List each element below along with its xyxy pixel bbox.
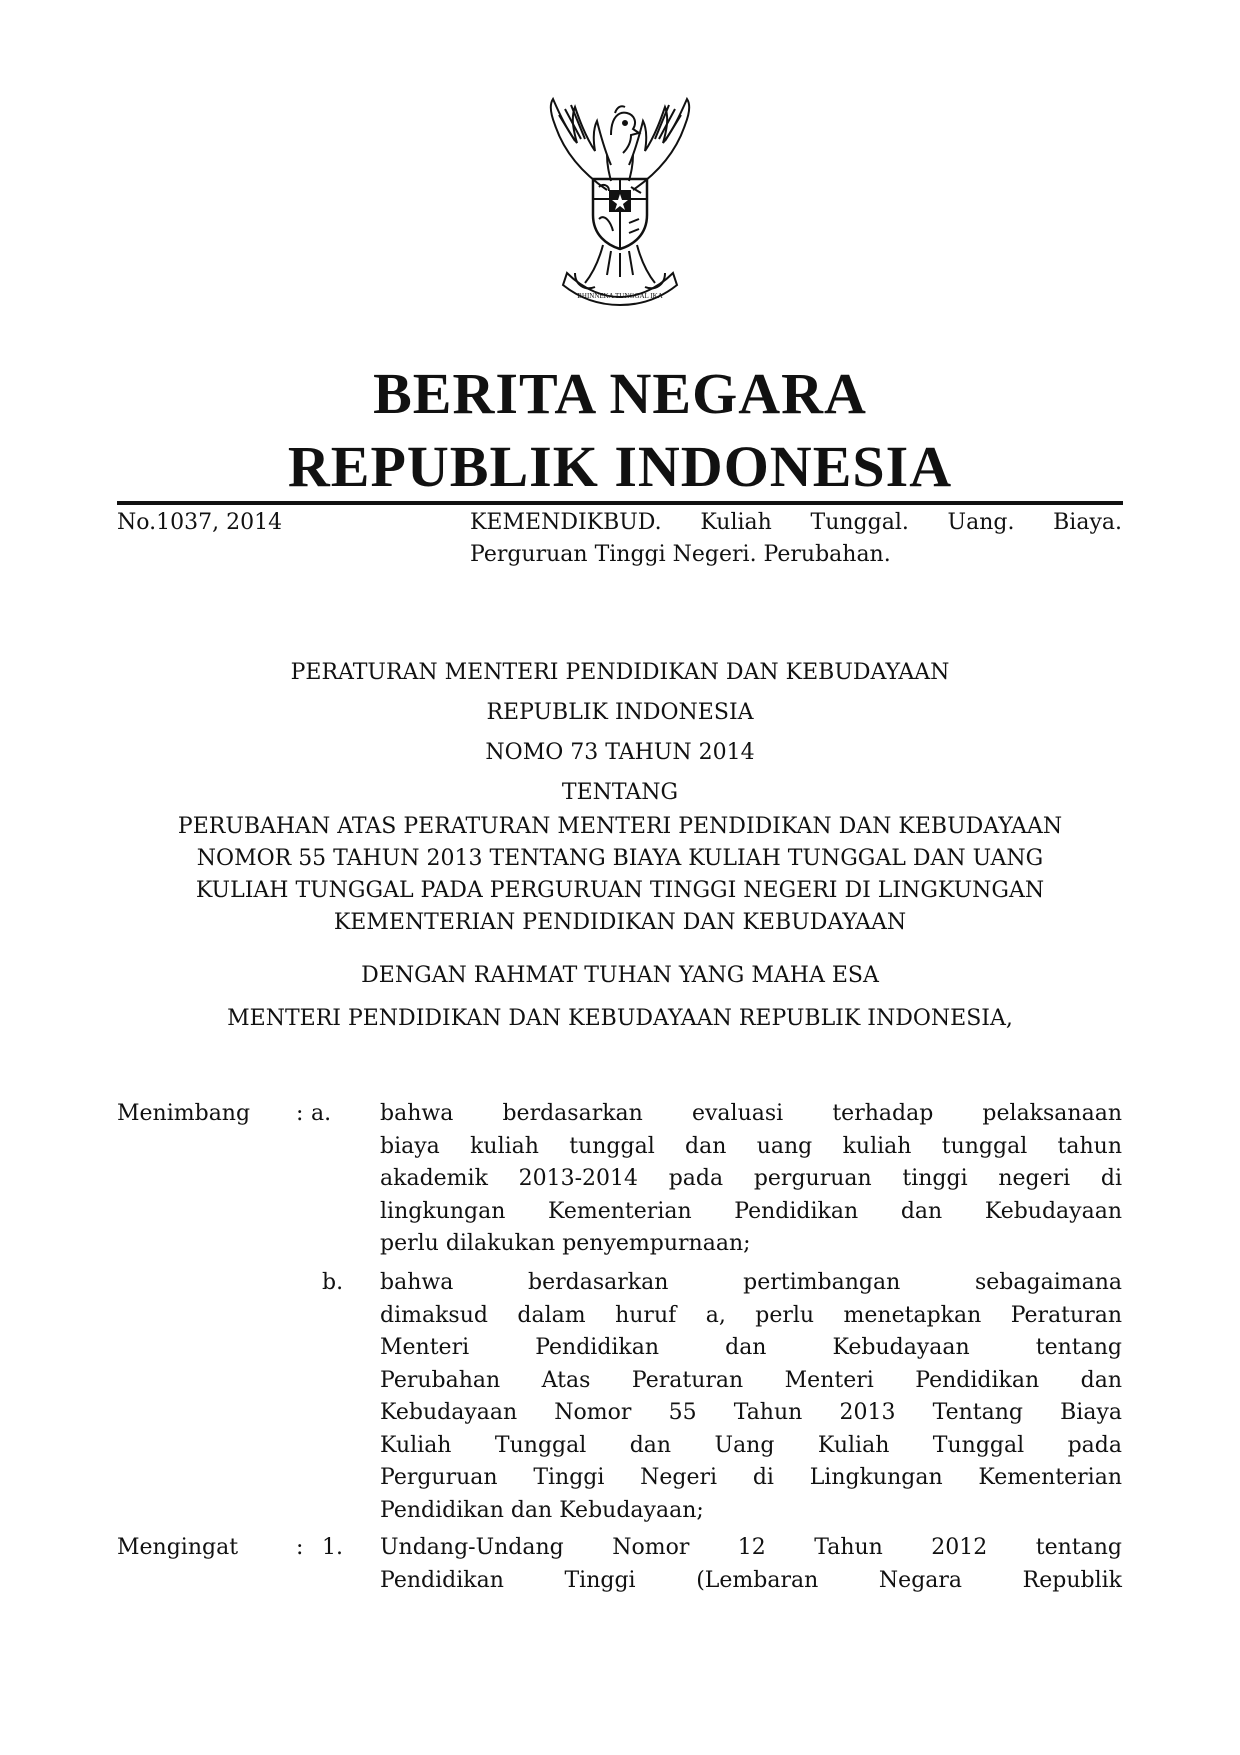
paragraph-line: Pendidikan dan Kebudayaan; <box>380 1497 704 1523</box>
considering-label: Menimbang <box>117 1101 251 1126</box>
considering-item-a-marker: a. <box>311 1101 332 1126</box>
paragraph-line: dimaksud dalam huruf a, perlu menetapkan Peraturan <box>380 1302 1122 1328</box>
recalling-item-1 <box>380 1532 1122 1597</box>
paragraph-line: Undang-Undang Nomor 12 Tahun 2012 tentang <box>380 1535 1122 1560</box>
paragraph-line: Perubahan Atas Peraturan Menteri Pendidikan dan <box>380 1367 1122 1393</box>
gazette-subject-line1: KEMENDIKBUD. Kuliah Tunggal. Uang. Biaya. <box>470 510 1122 535</box>
paragraph-line: perlu dilakukan penyempurnaan; <box>380 1231 751 1256</box>
gazette-title-line1: BERITA NEGARA <box>373 361 867 426</box>
considering-item-b <box>380 1267 1122 1527</box>
header-divider <box>117 501 1123 505</box>
recalling-label: Mengingat <box>117 1535 239 1560</box>
regulation-subject <box>117 811 1123 939</box>
regulation-heading-line2: REPUBLIK INDONESIA <box>486 700 754 725</box>
regulation-subject-line: KEMENTERIAN PENDIDIKAN DAN KEBUDAYAAN <box>333 910 907 935</box>
regulation-heading-line3: NOMO 73 TAHUN 2014 <box>485 740 755 765</box>
regulation-subject-line: PERUBAHAN ATAS PERATURAN MENTERI PENDIDIKAN DAN KEBUDAYAAN <box>177 814 1063 839</box>
gazette-subject <box>470 507 1122 571</box>
gazette-number: No.1037, 2014 <box>117 510 283 535</box>
considering-item-b-marker: b. <box>322 1270 344 1295</box>
gazette-title-line2: REPUBLIK INDONESIA <box>287 434 953 499</box>
paragraph-line: biaya kuliah tunggal dan uang kuliah tunggal tahun <box>380 1133 1122 1159</box>
paragraph-line: akademik 2013-2014 pada perguruan tinggi negeri di <box>380 1166 1122 1191</box>
paragraph-line: bahwa berdasarkan pertimbangan sebagaimana <box>380 1270 1122 1295</box>
paragraph-line: Menteri Pendidikan dan Kebudayaan tentang <box>380 1335 1122 1360</box>
considering-item-a <box>380 1098 1122 1261</box>
paragraph-line: Pendidikan Tinggi (Lembaran Negara Republik <box>380 1567 1122 1593</box>
regulation-heading-line4: TENTANG <box>561 780 679 805</box>
recalling-item-1-marker: 1. <box>322 1535 343 1560</box>
garuda-pancasila-emblem-icon <box>515 95 725 307</box>
considering-colon: : <box>296 1101 304 1126</box>
paragraph-line: Kuliah Tunggal dan Uang Kuliah Tunggal pada <box>380 1432 1122 1458</box>
paragraph-line: lingkungan Kementerian Pendidikan dan Kebudayaan <box>380 1198 1122 1224</box>
paragraph-line: Kebudayaan Nomor 55 Tahun 2013 Tentang Biaya <box>380 1400 1122 1425</box>
paragraph-line: Perguruan Tinggi Negeri di Lingkungan Kementerian <box>380 1465 1122 1490</box>
regulation-subject-line: KULIAH TUNGGAL PADA PERGURUAN TINGGI NEGERI DI LINGKUNGAN <box>195 878 1045 903</box>
recalling-colon: : <box>296 1535 304 1560</box>
grace-statement: DENGAN RAHMAT TUHAN YANG MAHA ESA <box>361 963 879 988</box>
paragraph-line: bahwa berdasarkan evaluasi terhadap pelaksanaan <box>380 1101 1122 1126</box>
gazette-subject-line2: Perguruan Tinggi Negeri. Perubahan. <box>470 542 891 567</box>
minister-statement: MENTERI PENDIDIKAN DAN KEBUDAYAAN REPUBLIK INDONESIA, <box>227 1006 1013 1031</box>
regulation-heading-line1: PERATURAN MENTERI PENDIDIKAN DAN KEBUDAYAAN <box>290 660 950 685</box>
regulation-subject-line: NOMOR 55 TAHUN 2013 TENTANG BIAYA KULIAH TUNGGAL DAN UANG <box>196 846 1044 871</box>
emblem-motto: BHINNEKA TUNGGAL IKA <box>577 292 663 300</box>
